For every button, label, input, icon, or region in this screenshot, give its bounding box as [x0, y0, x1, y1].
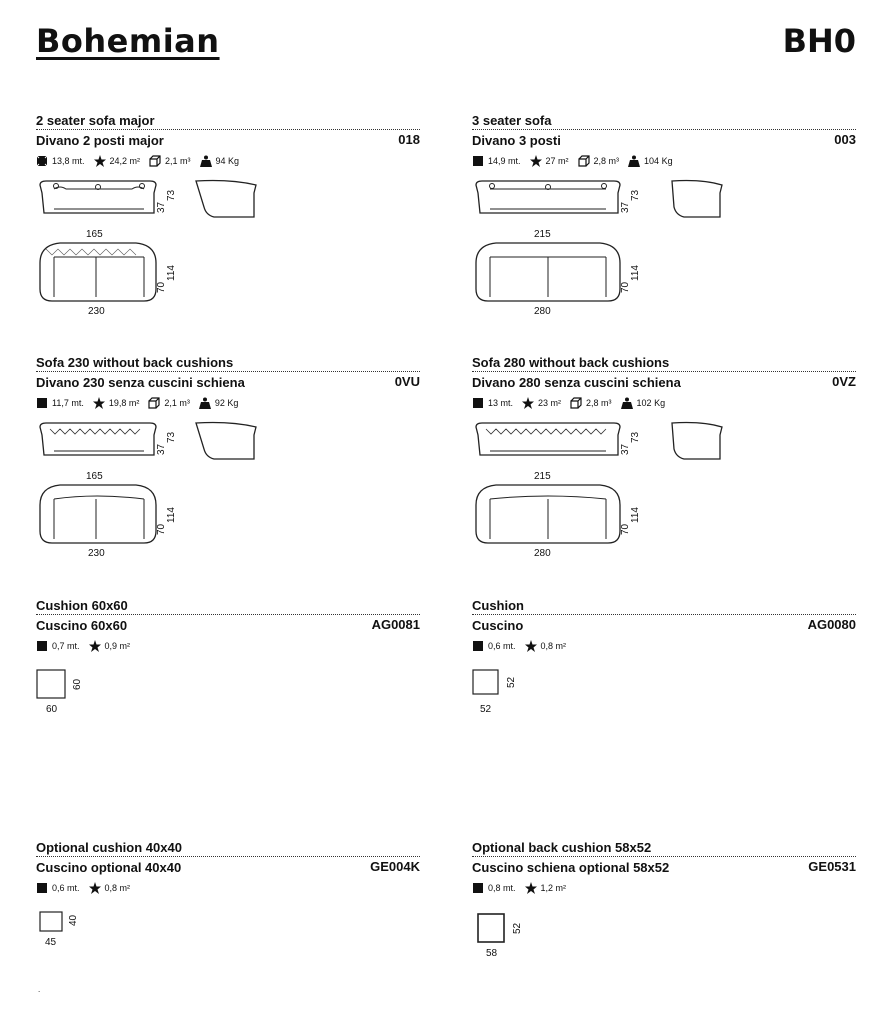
- fabric-meters-icon: [36, 397, 48, 409]
- product-name-en: 2 seater sofa major: [36, 113, 155, 128]
- product-code: 0VZ: [832, 374, 856, 389]
- cushion-height: 52: [512, 922, 523, 934]
- product-name-it: Divano 3 posti: [472, 133, 561, 148]
- product-name-en: 3 seater sofa: [472, 113, 552, 128]
- front-width: 215: [534, 471, 551, 482]
- product-cell: [36, 113, 420, 333]
- cushion-width: 45: [45, 937, 57, 948]
- depth-seat: 70: [620, 523, 631, 535]
- product-code: 018: [398, 132, 420, 147]
- product-name-en: Optional back cushion 58x52: [472, 840, 652, 855]
- height-seat: 37: [620, 201, 631, 213]
- product-name-it: Cuscino: [472, 618, 524, 633]
- fabric-meters-icon: [472, 397, 484, 409]
- cushion-height: 52: [506, 676, 517, 688]
- depth-total: 114: [166, 265, 177, 281]
- depth-seat: 70: [156, 523, 167, 535]
- top-width: 280: [534, 306, 551, 317]
- volume-icon: [149, 155, 161, 167]
- separator: [36, 129, 420, 130]
- sofa-drawing: [36, 415, 276, 565]
- front-width: 165: [86, 471, 103, 482]
- product-code: 003: [834, 132, 856, 147]
- separator: [36, 856, 420, 857]
- sofa-drawing: [472, 415, 732, 565]
- fabric-meters-icon: [36, 155, 48, 167]
- leather-area-icon: [94, 155, 106, 167]
- sofa-drawing: [36, 173, 276, 323]
- height-total: 73: [630, 189, 641, 201]
- spec-row: 0,6 mt. 0,8 m²: [472, 640, 566, 652]
- depth-seat: 70: [156, 281, 167, 293]
- cushion-width: 52: [480, 704, 492, 715]
- spec-row: 0,8 mt. 1,2 m²: [472, 882, 566, 894]
- leather-area-icon: [89, 882, 101, 894]
- product-cell: [472, 598, 856, 818]
- separator: [36, 614, 420, 615]
- cushion-width: 58: [486, 948, 498, 959]
- cushion-drawing: [36, 658, 116, 718]
- product-name-it: Cuscino schiena optional 58x52: [472, 860, 670, 875]
- product-cell: [36, 840, 420, 970]
- leather-area-icon: [525, 882, 537, 894]
- product-cell: [472, 113, 856, 333]
- separator: [472, 129, 856, 130]
- separator: [36, 371, 420, 372]
- product-name-en: Sofa 280 without back cushions: [472, 355, 670, 370]
- leather-area-icon: [522, 397, 534, 409]
- spec-row: 0,6 mt. 0,8 m²: [36, 882, 130, 894]
- volume-icon: [148, 397, 160, 409]
- height-total: 73: [166, 431, 177, 443]
- product-code: GE0531: [808, 859, 856, 874]
- leather-area-icon: [525, 640, 537, 652]
- weight-icon: [199, 397, 211, 409]
- product-name-en: Cushion: [472, 598, 524, 613]
- fabric-meters-icon: [36, 882, 48, 894]
- product-code: AG0081: [371, 617, 420, 632]
- height-seat: 37: [156, 443, 167, 455]
- cushion-width: 60: [46, 704, 58, 715]
- fabric-meters-icon: [36, 640, 48, 652]
- depth-total: 114: [630, 507, 641, 523]
- spec-row: 11,7 mt. 19,8 m² 2,1 m³ 92 Kg: [36, 397, 238, 409]
- cushion-height: 60: [72, 678, 83, 690]
- product-code: GE004K: [370, 859, 420, 874]
- spec-row: 14,9 mt. 27 m² 2,8 m³ 104 Kg: [472, 155, 673, 167]
- weight-icon: [200, 155, 212, 167]
- collection-title: Bohemian: [36, 22, 220, 60]
- product-name-en: Optional cushion 40x40: [36, 840, 182, 855]
- product-cell: [36, 598, 420, 818]
- product-cell: [472, 840, 856, 970]
- height-seat: 37: [156, 201, 167, 213]
- product-code: AG0080: [807, 617, 856, 632]
- front-width: 165: [86, 229, 103, 240]
- depth-total: 114: [166, 507, 177, 523]
- leather-area-icon: [89, 640, 101, 652]
- cushion-height: 40: [68, 914, 79, 926]
- weight-icon: [621, 397, 633, 409]
- height-seat: 37: [620, 443, 631, 455]
- volume-icon: [570, 397, 582, 409]
- separator: [472, 614, 856, 615]
- product-name-en: Cushion 60x60: [36, 598, 128, 613]
- sofa-drawing: [472, 173, 732, 323]
- spec-row: 0,7 mt. 0,9 m²: [36, 640, 130, 652]
- spec-row: 13 mt. 23 m² 2,8 m³ 102 Kg: [472, 397, 665, 409]
- top-width: 230: [88, 306, 105, 317]
- top-width: 230: [88, 548, 105, 559]
- product-name-en: Sofa 230 without back cushions: [36, 355, 234, 370]
- leather-area-icon: [530, 155, 542, 167]
- product-cell: [472, 355, 856, 575]
- spec-row: 13,8 mt. 24,2 m² 2,1 m³ 94 Kg: [36, 155, 239, 167]
- separator: [472, 371, 856, 372]
- leather-area-icon: [93, 397, 105, 409]
- product-name-it: Divano 230 senza cuscini schiena: [36, 375, 245, 390]
- product-name-it: Cuscino 60x60: [36, 618, 128, 633]
- product-cell: [36, 355, 420, 575]
- cushion-drawing: [472, 900, 552, 960]
- collection-code: BH0: [782, 22, 856, 60]
- product-name-it: Divano 280 senza cuscini schiena: [472, 375, 681, 390]
- front-width: 215: [534, 229, 551, 240]
- volume-icon: [578, 155, 590, 167]
- fabric-meters-icon: [472, 640, 484, 652]
- separator: [472, 856, 856, 857]
- page-mark: .: [38, 985, 41, 994]
- depth-seat: 70: [620, 281, 631, 293]
- depth-total: 114: [630, 265, 641, 281]
- top-width: 280: [534, 548, 551, 559]
- product-code: 0VU: [394, 374, 420, 389]
- fabric-meters-icon: [472, 882, 484, 894]
- product-name-it: Cuscino optional 40x40: [36, 860, 182, 875]
- height-total: 73: [166, 189, 177, 201]
- fabric-meters-icon: [472, 155, 484, 167]
- cushion-drawing: [36, 900, 116, 960]
- product-name-it: Divano 2 posti major: [36, 133, 164, 148]
- weight-icon: [628, 155, 640, 167]
- height-total: 73: [630, 431, 641, 443]
- cushion-drawing: [472, 658, 552, 718]
